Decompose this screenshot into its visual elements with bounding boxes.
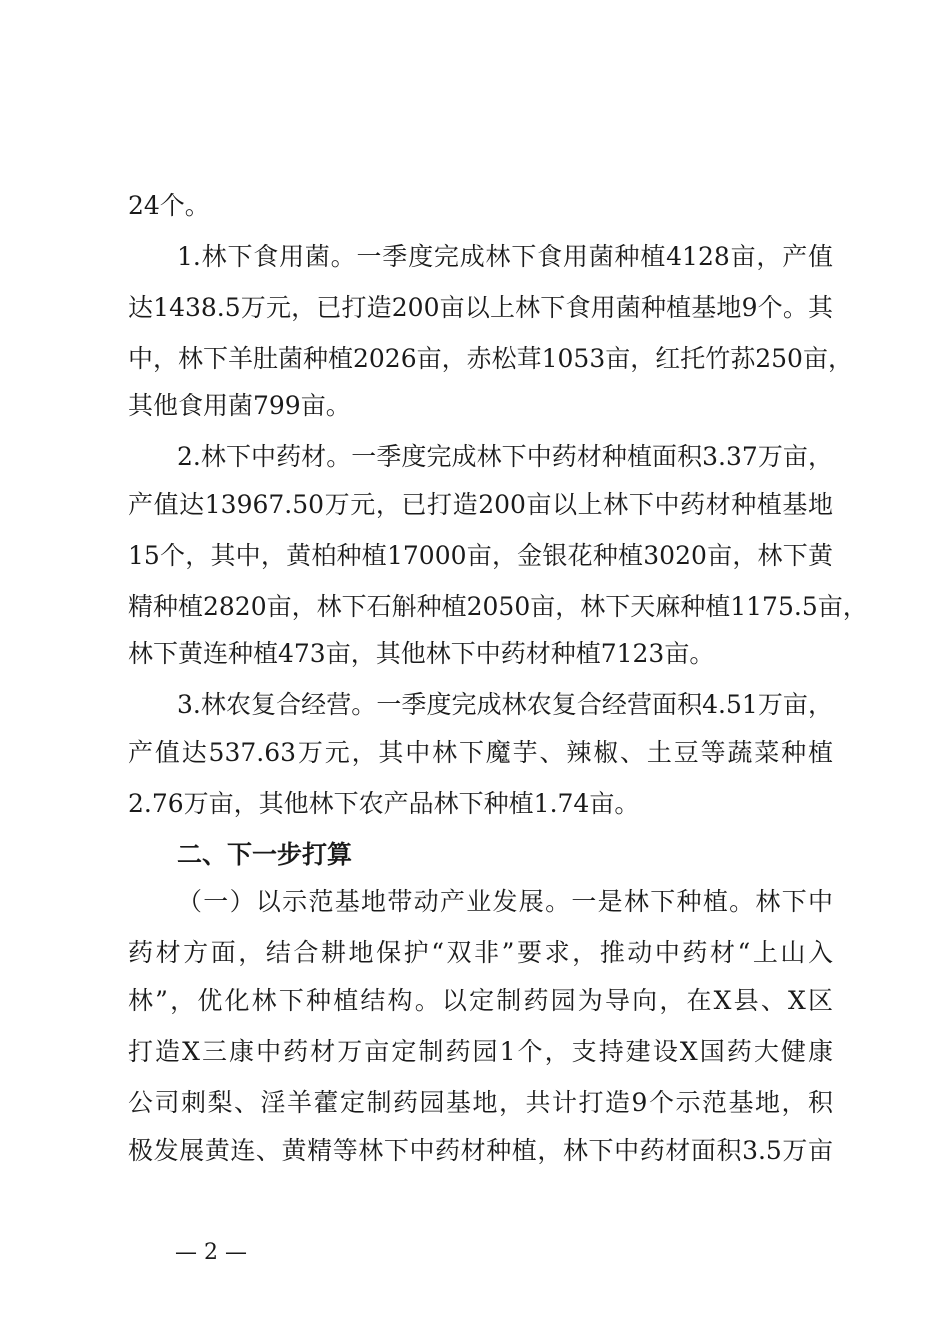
- text-line: 其他食用菌799亩。: [128, 391, 351, 420]
- text-line: 林下黄连种植473亩，其他林下中药材种植7123亩。: [128, 639, 715, 668]
- text-line: 极发展黄连、黄精等林下中药材种植，林下中药材面积3.5万亩: [128, 1136, 833, 1165]
- text-line: 24个。: [128, 191, 210, 220]
- page-number: — 2 —: [175, 1240, 247, 1265]
- text-line: 药材方面，结合耕地保护“双非”要求，推动中药材“上山入: [128, 938, 833, 967]
- text-line: 产值达537.63万元，其中林下魔芋、辣椒、土豆等蔬菜种植: [128, 738, 833, 767]
- text-line: 精种植2820亩，林下石斛种植2050亩，林下天麻种植1175.5亩，: [128, 592, 868, 621]
- text-line: 达1438.5万元，已打造200亩以上林下食用菌种植基地9个。其: [128, 293, 833, 322]
- text-line: 林”，优化林下种植结构。以定制药园为导向，在X县、X区: [128, 986, 833, 1015]
- text-line: 打造X三康中药材万亩定制药园1个，支持建设X国药大健康: [128, 1037, 833, 1066]
- text-line: 15个，其中，黄柏种植17000亩，金银花种植3020亩，林下黄: [128, 541, 833, 570]
- text-line: 1.林下食用菌。一季度完成林下食用菌种植4128亩，产值: [177, 242, 833, 271]
- text-line: 产值达13967.50万元，已打造200亩以上林下中药材种植基地: [128, 490, 833, 519]
- text-line: 2.76万亩，其他林下农产品林下种植1.74亩。: [128, 789, 640, 818]
- text-line: （一）以示范基地带动产业发展。一是林下种植。林下中: [177, 887, 833, 916]
- text-line: 中，林下羊肚菌种植2026亩，赤松茸1053亩，红托竹荪250亩，: [128, 344, 853, 373]
- section-heading: 二、下一步打算: [177, 840, 353, 869]
- text-line: 公司刺梨、淫羊藿定制药园基地，共计打造9个示范基地，积: [128, 1088, 833, 1117]
- text-line: 3.林农复合经营。一季度完成林农复合经营面积4.51万亩，: [177, 690, 833, 719]
- text-line: 2.林下中药材。一季度完成林下中药材种植面积3.37万亩，: [177, 442, 833, 471]
